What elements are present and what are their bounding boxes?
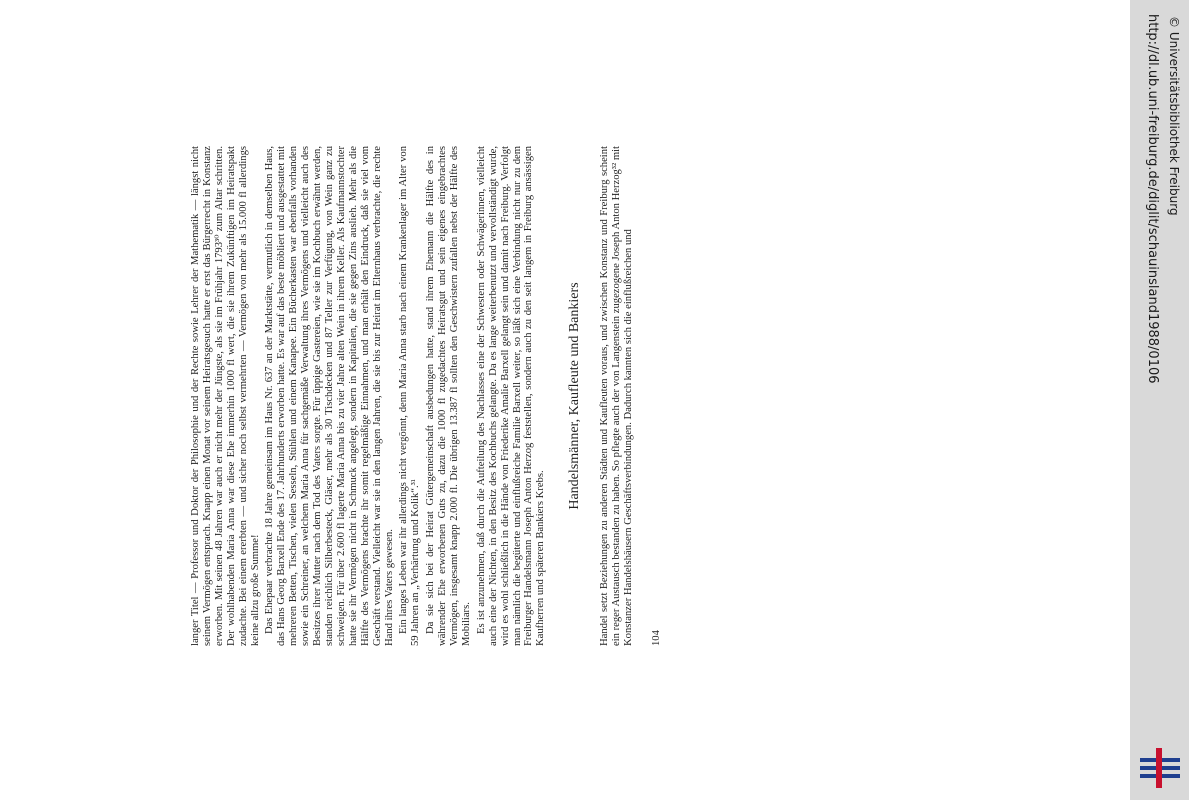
paragraph: Es ist anzunehmen, daß durch die Aufteilung des Nachlasses eine der Schwestern oder Schwägerinnen, vielleicht auch eine der Nichten, in den Besitz des Kochbuchs gelangte. Da es lange weiterbenutzt und vervollständigt wurde, wird es wohl schließlich in die Hände von Friederike Amalie Barxell gelangt sein und damit nach Freiburg. Verfolgt man nämlich die begüterte und einflußreiche Familie Barxell weiter, so läßt sich eine Verbindung nicht nur zu dem Freiburger Handelsmann Joseph Anton Herzog feststellen, sondern auch zu den seit langem in Freiburg ansässigen Kaufherren und späteren Bankiers Krebs. <box>475 146 547 646</box>
section-heading: Handelsmänner, Kaufleute und Bankiers <box>567 282 583 510</box>
copyright-notice: © Universitätsbibliothek Freiburg <box>1167 16 1181 216</box>
ub-freiburg-logo-icon <box>1140 748 1184 792</box>
paragraph: Ein langes Leben war ihr allerdings nicht vergönnt, denn Maria Anna starb nach einem Krankenlager im Alter von 59 Jahren an „Verhärtung und Kolik“.³¹ <box>398 146 422 646</box>
paragraph: Da sie sich bei der Heirat Gütergemeinschaft ausbedungen hatte, stand ihrem Ehemann die Hälfte des in währender Ehe erworbenen Guts zu, dazu die 1000 fl zugedachtes Heiratsgut und sein eigenes eingebrachtes Vermögen, insgesamt knapp 2.000 fl. Die übrigen 13.387 fl sollten den Geschwistern zufallen nebst der Hälfte des Mobiliars. <box>425 146 472 646</box>
page-text-block <box>190 146 663 646</box>
paragraph: Das Ehepaar verbrachte 18 Jahre gemeinsam im Haus Nr. 637 an der Marktstätte, vermutlich in demselben Haus, das Hans Georg Barxell Ende des 17. Jahrhunderts erworben hatte. Es war auf das beste möbliert und ausgestattet mit mehreren Betten, Tischen, vielen Sesseln, Stühlen und einem Kanapee. Ein Bücherkasten war ebenfalls vorhanden sowie ein Schreiner, an welchem Maria Anna für sachgemäße Verwaltung ihres Vermögens und vielleicht auch des Besitzes ihrer Mutter nach dem Tod des Vaters sorgte. Für üppige Gastereien, wie sie im Kochbuch erwähnt werden, standen reichlich Silberbesteck, Gläser, mehr als 30 Tischdecken und 87 Teller zur Verfügung, von Wein ganz zu schweigen. Für über 2.600 fl lagerte Maria Anna bis zu vier Jahre alten Wein in ihrem Keller. Als Kaufmannstochter hatte sie ihr Vermögen nicht in Schmuck angelegt, sondern in Kapitalien, die sie gegen Zins auslieh. Mehr als die Hälfte des Vermögens brachte ihr somit regelmäßige Einnahmen, und man erhält den Eindruck, daß sie viel vom Geschäft verstand. Vielleicht war sie in den langen Jahren, die sie bis zur Heirat im Elternhaus verbrachte, die rechte Hand ihres Vaters gewesen. <box>264 146 395 646</box>
paragraph: Handel setzt Beziehungen zu anderen Städten und Kaufleuten voraus, und zwischen Konstanz und Freiburg scheint ein reger Austausch bestanden zu haben. So pflegte auch der von Langenstein zugezogene Joseph Anton Herzog³² mit Konstanzer Handelshäusern Geschäftsverbindungen. Dadurch kannten sich die einflußreichen und <box>599 146 634 646</box>
paragraph: langer Titel — Professor und Doktor der Philosophie und der Rechte sowie Lehrer der Mathematik — längst nicht seinem Vermögen entsprach. Knapp einen Monat vor seinem Heiratsgesuch hatte er erst das Bürgerrecht in Konstanz erworben. Mit seinen 48 Jahren war auch er nicht mehr der Jüngste, als sie im Frühjahr 1793³⁰ zum Altar schritten. Der wohlhabenden Maria Anna war diese Ehe immerhin 1000 fl wert, die sie ihrem Zukünftigen im Heiratspakt zudachte. Bei einem ererbten — und sicher noch selbst vermehrten — Vermögen von mehr als 15.000 fl allerdings keine allzu große Summe! <box>190 146 261 646</box>
permalink-url[interactable]: http://dl.ub.uni-freiburg.de/diglit/schauinsland1988/0106 <box>1145 14 1160 384</box>
logo-bar-red <box>1156 748 1162 788</box>
page-number: 104 <box>650 630 662 646</box>
